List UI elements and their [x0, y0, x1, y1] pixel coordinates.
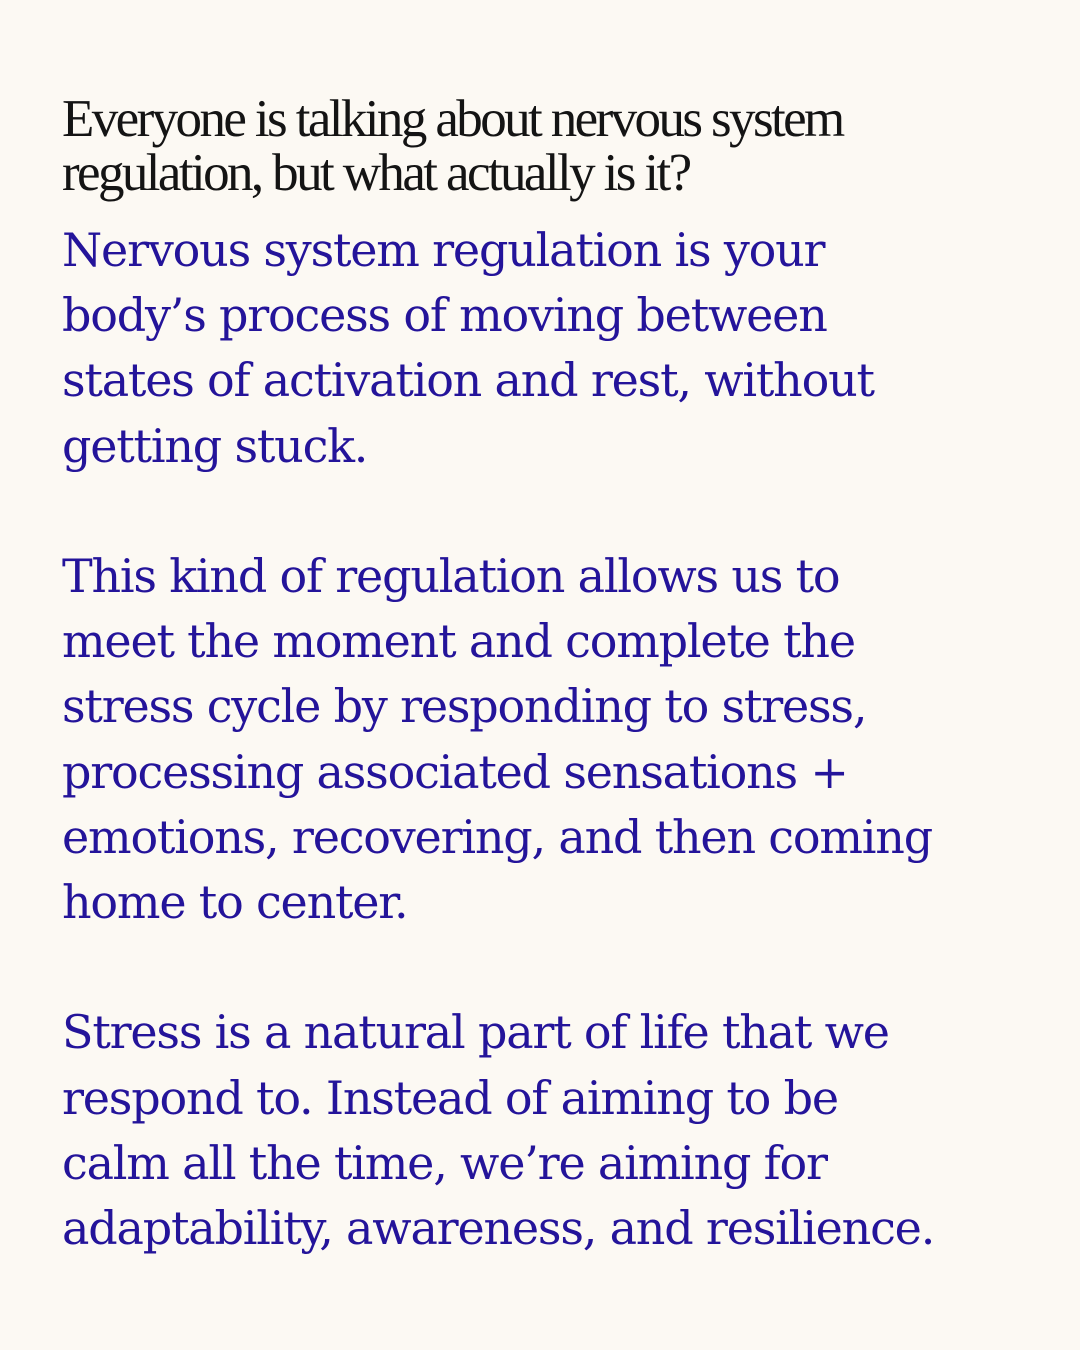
paragraph-resilience	[62, 1000, 1042, 1261]
heading-line: regulation, but what actually is it?	[62, 144, 690, 202]
paragraph-line: processing associated sensations +	[62, 744, 848, 799]
paragraph-line: body’s process of moving between	[62, 288, 827, 343]
heading-line: Everyone is talking about nervous system	[62, 90, 843, 148]
paragraph-line: Stress is a natural part of life that we	[62, 1005, 889, 1060]
paragraph-line: states of activation and rest, without	[62, 353, 874, 408]
paragraph-definition	[62, 218, 1042, 479]
paragraph-line: adaptability, awareness, and resilience.	[62, 1201, 935, 1256]
paragraph-line: emotions, recovering, and then coming	[62, 809, 932, 864]
paragraph-line: home to center.	[62, 875, 408, 930]
slide-content	[62, 92, 1042, 1261]
paragraph-line: calm all the time, we’re aiming for	[62, 1135, 827, 1190]
paragraph-line: stress cycle by responding to stress,	[62, 679, 867, 734]
slide-heading	[62, 92, 1042, 200]
slide-body	[62, 218, 1042, 1261]
paragraph-stress-cycle	[62, 544, 1042, 935]
paragraph-line: This kind of regulation allows us to	[62, 549, 840, 603]
paragraph-line: meet the moment and complete the	[62, 614, 855, 669]
paragraph-line: respond to. Instead of aiming to be	[62, 1070, 838, 1125]
paragraph-line: Nervous system regulation is your	[62, 223, 825, 277]
paragraph-line: getting stuck.	[62, 418, 368, 473]
